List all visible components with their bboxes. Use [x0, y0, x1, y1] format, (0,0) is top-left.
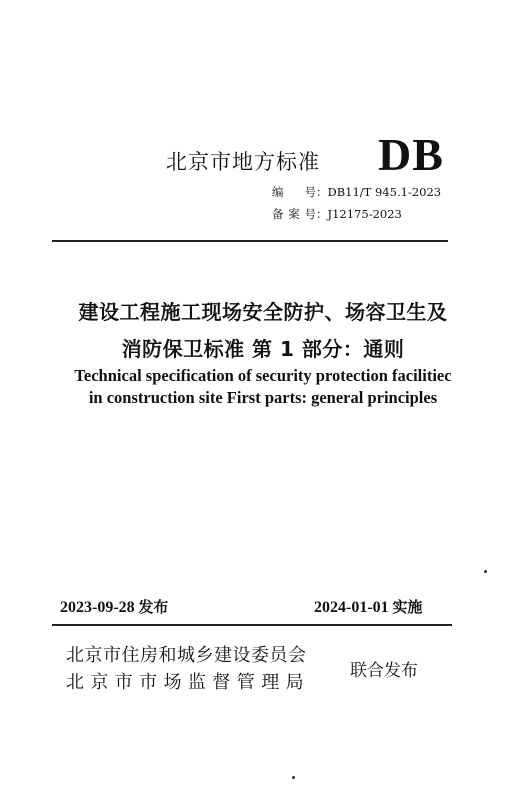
title-cn-line-1: 建设工程施工现场安全防护、场容卫生及 [78, 300, 448, 324]
code-label: 编 号 [272, 185, 316, 199]
issue-date-label: 发布 [138, 598, 169, 616]
title-cn-line-2: 消防保卫标准 第 1 部分：通则 [121, 337, 405, 361]
implementation-date-value: 2024-01-01 [314, 599, 389, 616]
top-divider [52, 240, 448, 242]
joint-issue-label: 联合发布 [350, 661, 418, 681]
issue-date-value: 2023-09-28 [60, 599, 135, 616]
implementation-date [314, 596, 422, 617]
issuer-market-regulation: 北京市市场监督管理局 [66, 672, 310, 693]
standard-code-line [272, 184, 441, 200]
code-separator: ： [316, 185, 328, 199]
bottom-divider [52, 624, 452, 626]
filing-separator: ： [316, 207, 328, 221]
filing-label: 备案号 [272, 207, 316, 221]
filing-value: J12175-2023 [327, 207, 402, 221]
scan-speck [484, 570, 487, 573]
filing-number-line [272, 206, 402, 222]
title-en-line-2: in construction site First parts: general principles [88, 388, 438, 407]
standard-type: 北京市地方标准 [166, 150, 320, 174]
db-mark: DB [378, 129, 444, 180]
issue-date [60, 596, 168, 617]
implementation-date-label: 实施 [392, 598, 423, 616]
title-en-line-1: Technical specification of security protection facilitiec [74, 366, 452, 385]
code-value: DB11/T 945.1-2023 [327, 185, 442, 199]
issuer-housing-commission: 北京市住房和城乡建设委员会 [66, 645, 307, 666]
scan-speck [292, 776, 295, 779]
